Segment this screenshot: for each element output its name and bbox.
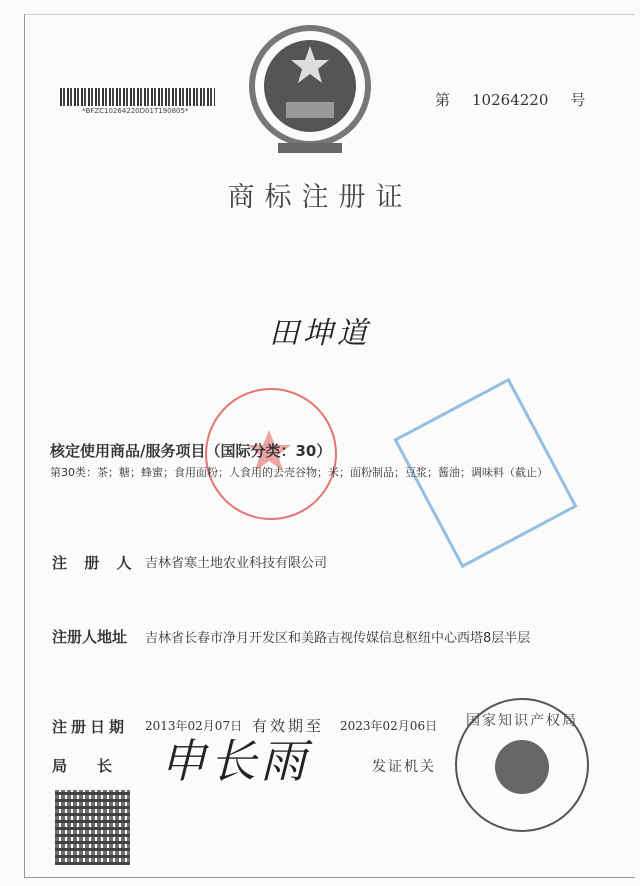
national-emblem-icon <box>248 18 373 168</box>
registration-number: 第 10264220 号 <box>435 91 586 109</box>
certificate-title: 商标注册证 <box>227 182 413 213</box>
reg-date: 2013年02月07日 <box>145 719 243 733</box>
registrant-label: 注 册 人 <box>52 554 138 572</box>
reg-date-label: 注册日期 <box>52 718 129 736</box>
director-label: 局 长 <box>52 757 113 775</box>
address-label: 注册人地址 <box>52 628 128 646</box>
address-value: 吉林省长春市净月开发区和美路吉视传媒信息枢纽中心西塔8层半层 <box>145 631 531 646</box>
barcode <box>60 88 215 106</box>
seal-emblem-icon <box>495 740 549 794</box>
barcode-text: *BFZC10264220D01T190805* <box>82 107 189 115</box>
registrant-value: 吉林省寒土地农业科技有限公司 <box>145 556 328 571</box>
trademark-text: 田坤道 <box>269 316 371 351</box>
goods-list: 第30类：茶；糖；蜂蜜；食用面粉；人食用的去壳谷物；米；面粉制品；豆浆；酱油；调味料（截止） <box>50 466 548 479</box>
issuer-seal: 国家知识产权局 <box>455 698 589 832</box>
valid-label: 有效期至 <box>252 717 325 735</box>
director-signature: 申长雨 <box>160 734 310 788</box>
goods-heading: 核定使用商品/服务项目（国际分类：30） <box>50 442 332 460</box>
valid-date: 2023年02月06日 <box>340 719 438 733</box>
qr-code <box>55 790 130 865</box>
issuer-label: 发证机关 <box>372 759 436 775</box>
